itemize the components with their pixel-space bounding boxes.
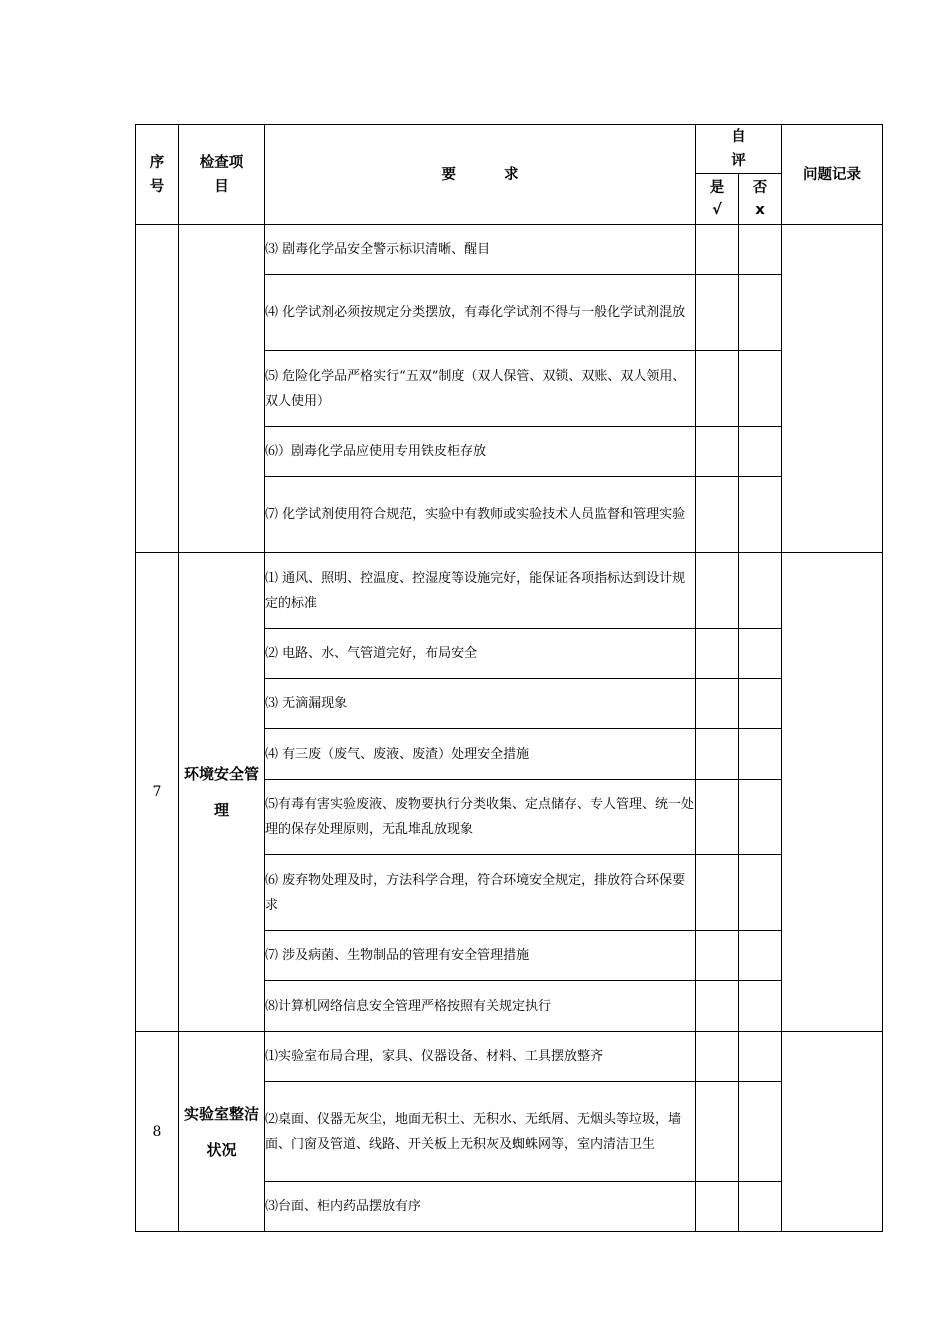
no-checkbox-cell[interactable]	[739, 225, 782, 275]
yes-checkbox-cell[interactable]	[696, 679, 739, 729]
group-seq: 8	[136, 1032, 179, 1232]
no-checkbox-cell[interactable]	[739, 275, 782, 351]
yes-checkbox-cell[interactable]	[696, 427, 739, 477]
header-self-eval: 自评	[696, 125, 782, 174]
no-checkbox-cell[interactable]	[739, 931, 782, 981]
yes-checkbox-cell[interactable]	[696, 1032, 739, 1082]
no-checkbox-cell[interactable]	[739, 1032, 782, 1082]
yes-checkbox-cell[interactable]	[696, 629, 739, 679]
no-checkbox-cell[interactable]	[739, 629, 782, 679]
requirement-cell: ⑵桌面、仪器无灰尘，地面无积土、无积水、无纸屑、无烟头等垃圾，墙面、门窗及管道、线路、开关板上无积灰及蜘蛛网等，室内清洁卫生	[265, 1082, 696, 1182]
requirement-cell: ⑺ 涉及病菌、生物制品的管理有安全管理措施	[265, 931, 696, 981]
header-notes: 问题记录	[782, 125, 883, 225]
yes-checkbox-cell[interactable]	[696, 931, 739, 981]
requirement-cell: ⑸有毒有害实验废液、废物要执行分类收集、定点储存、专人管理、统一处理的保存处理原则，无乱堆乱放现象	[265, 780, 696, 855]
no-checkbox-cell[interactable]	[739, 553, 782, 629]
header-yes-mark: √	[712, 202, 722, 218]
requirement-cell: ⑺ 化学试剂使用符合规范，实验中有教师或实验技术人员监督和管理实验	[265, 477, 696, 553]
no-checkbox-cell[interactable]	[739, 729, 782, 780]
notes-cell[interactable]	[782, 553, 883, 1032]
requirement-cell: ⑹）剧毒化学品应使用专用铁皮柜存放	[265, 427, 696, 477]
requirement-cell: ⑴实验室布局合理，家具、仪器设备、材料、工具摆放整齐	[265, 1032, 696, 1082]
notes-cell[interactable]	[782, 1032, 883, 1232]
no-checkbox-cell[interactable]	[739, 427, 782, 477]
requirement-cell: ⑸ 危险化学品严格实行“五双”制度（双人保管、双锁、双账、双人领用、双人使用）	[265, 351, 696, 427]
notes-cell[interactable]	[782, 225, 883, 553]
yes-checkbox-cell[interactable]	[696, 1082, 739, 1182]
no-checkbox-cell[interactable]	[739, 679, 782, 729]
header-seq: 序号	[136, 125, 179, 225]
no-checkbox-cell[interactable]	[739, 780, 782, 855]
requirement-cell: ⑵ 电路、水、气管道完好，布局安全	[265, 629, 696, 679]
yes-checkbox-cell[interactable]	[696, 477, 739, 553]
yes-checkbox-cell[interactable]	[696, 553, 739, 629]
group-item	[179, 225, 265, 553]
group-item: 环境安全管理	[179, 553, 265, 1032]
requirement-cell: ⑻计算机网络信息安全管理严格按照有关规定执行	[265, 981, 696, 1032]
requirement-cell: ⑹ 废弃物处理及时，方法科学合理，符合环境安全规定，排放符合环保要求	[265, 855, 696, 931]
header-no-mark: x	[755, 202, 765, 218]
no-checkbox-cell[interactable]	[739, 477, 782, 553]
requirement-cell: ⑴ 通风、照明、控温度、控湿度等设施完好，能保证各项指标达到设计规定的标准	[265, 553, 696, 629]
group-seq	[136, 225, 179, 553]
header-no	[739, 174, 782, 225]
no-checkbox-cell[interactable]	[739, 1182, 782, 1232]
no-checkbox-cell[interactable]	[739, 1082, 782, 1182]
yes-checkbox-cell[interactable]	[696, 981, 739, 1032]
no-checkbox-cell[interactable]	[739, 351, 782, 427]
header-no-label: 否	[752, 180, 768, 196]
header-item: 检查项目	[179, 125, 265, 225]
yes-checkbox-cell[interactable]	[696, 225, 739, 275]
header-requirement: 要求	[265, 125, 696, 225]
requirement-cell: ⑶ 无滴漏现象	[265, 679, 696, 729]
yes-checkbox-cell[interactable]	[696, 275, 739, 351]
requirement-cell: ⑶ 剧毒化学品安全警示标识清晰、醒目	[265, 225, 696, 275]
yes-checkbox-cell[interactable]	[696, 855, 739, 931]
header-yes-label: 是	[709, 180, 725, 196]
requirement-cell: ⑷ 有三废（废气、废液、废渣）处理安全措施	[265, 729, 696, 780]
group-item: 实验室整洁状况	[179, 1032, 265, 1232]
header-yes	[696, 174, 739, 225]
yes-checkbox-cell[interactable]	[696, 729, 739, 780]
no-checkbox-cell[interactable]	[739, 981, 782, 1032]
yes-checkbox-cell[interactable]	[696, 351, 739, 427]
group-seq: 7	[136, 553, 179, 1032]
requirement-cell: ⑶台面、柜内药品摆放有序	[265, 1182, 696, 1232]
inspection-table	[135, 124, 883, 1232]
yes-checkbox-cell[interactable]	[696, 1182, 739, 1232]
no-checkbox-cell[interactable]	[739, 855, 782, 931]
requirement-cell: ⑷ 化学试剂必须按规定分类摆放，有毒化学试剂不得与一般化学试剂混放	[265, 275, 696, 351]
yes-checkbox-cell[interactable]	[696, 780, 739, 855]
